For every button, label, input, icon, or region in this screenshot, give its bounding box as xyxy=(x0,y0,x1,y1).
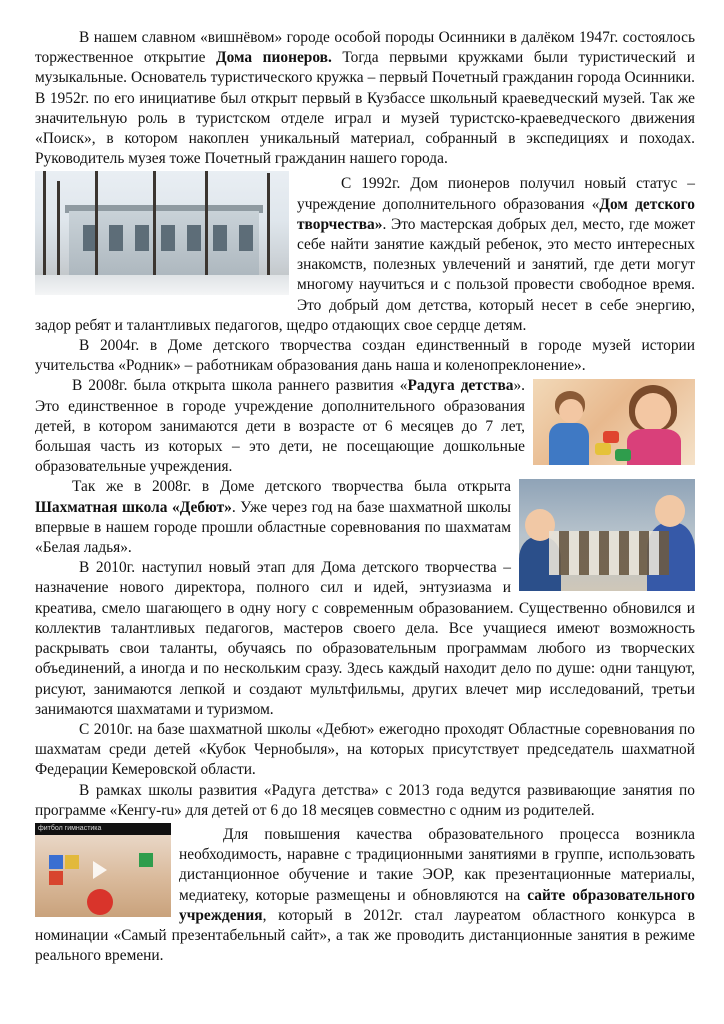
bold-text: Дом детского творчества» xyxy=(297,195,695,233)
paragraph-chess-competitions: С 2010г. на базе шахматной школы «Дебют» ежегодно проходят Областные соревнования по шахматам среди детей «Кубок Чернобыля», на которых присутствует председатель шахматной Федерации Кемеровской области. xyxy=(35,720,695,779)
text: Так же в 2008г. в Доме детского творчества была открыта xyxy=(72,478,511,496)
paragraph-kengu-program: В рамках школы развития «Радуга детства» с 2013 года ведутся развивающие занятия по программе «Кенгу-ru» для детей от 6 до 18 месяцев совместно с одним из родителей. xyxy=(35,781,695,819)
building-photo xyxy=(35,171,289,295)
paragraph-2010-director: В 2010г. наступил новый этап для Дома детского творчества – назначение нового директора, полного сил и идей, энтузиазма и креатива, смело шагающего в одну ногу с современным образованием. Существенно обновился и коллектив талантливых педагогов, мастеров своего дела. Все учащиеся имеют возможность раскрывать свои таланты, обучаясь по образовательным программам любого из творческих объединений, а иногда и по нескольким сразу. Здесь каждый находит дело по душе: одни танцуют, рисуют, занимаются лепкой и создают мультфильмы, других влечет мир исследований, третьи занимаются шахматами и туризмом. xyxy=(35,559,695,718)
play-icon[interactable] xyxy=(93,861,107,879)
text: . Это мастерская добрых дел, место, где может себе найти занятие каждый ребенок, это место интересных знакомств, полезных увлечений и занятий, где дети могут многому научиться и с пользой провести свободное время. Это добрый дом детства, который несет в себе энергию, задор ребят и талантливых педагогов, щедро отдающих свое сердце детям. xyxy=(35,215,695,334)
paragraph-museum-2004: В 2004г. в Доме детского творчества создан единственный в городе музей истории учительства «Родник» – работникам образования дань наша и коленопреклонение». xyxy=(35,337,695,375)
bold-text: Радуга детства xyxy=(407,377,514,395)
video-thumbnail[interactable] xyxy=(35,823,171,917)
paragraph-history-1947 xyxy=(35,28,695,169)
kids-photo xyxy=(533,379,695,465)
text: В нашем славном «вишнёвом» городе особой породы Осинники в далёком 1947г. состоялось торжественное открытие xyxy=(35,29,695,67)
document-page xyxy=(35,28,695,966)
bold-text: Дома пионеров. xyxy=(216,49,332,67)
text: . Уже через год на базе шахматной школы впервые в нашем городе прошли областные соревнования по шахматам «Белая ладья». xyxy=(35,498,511,557)
text: ». Это единственное в городе учреждение дополнительного образования детей, в котором занимаются дети в возрасте от 6 месяцев до 7 лет, большая часть из которых – это дети, не посещающие дошкольные образовательные учреждения. xyxy=(35,377,526,476)
text: С 1992г. Дом пионеров получил новый статус – учреждение дополнительного образования « xyxy=(297,175,695,213)
text: , который в 2012г. стал лауреатом областного конкурса в номинации «Самый презентабельный сайт», а так же проводить дистанционные занятия в режиме реального времени. xyxy=(35,906,695,965)
video-title: фитбол гимнастика xyxy=(35,823,171,835)
bold-text: сайте образовательного учреждения xyxy=(179,886,695,924)
chess-photo xyxy=(519,479,695,591)
text: В 2008г. была открыта школа раннего развития « xyxy=(72,377,408,395)
text: Для повышения качества образовательного процесса возникла необходимость, наравне с традиционными занятиями в группе, использовать дистанционное обучение и такие ЭОР, как презентационные материалы, медиатеку, которые размещены и обновляются на xyxy=(179,825,695,904)
bold-text: Шахматная школа «Дебют» xyxy=(35,498,232,516)
text: Тогда первыми кружками были туристический и музыкальные. Основатель туристического кружка – первый Почетный гражданин города Осинники. В 1952г. по его инициативе был открыт первый в Кузбассе школьный краеведческий музей. Так же значительную роль в туристском отделе играл и музей туристско-краеведческого движения «Поиск», в котором накоплен уникальный материал, собранный в экспедициях и походах. Руководитель музея тоже Почетный гражданин нашего города. xyxy=(35,49,695,168)
